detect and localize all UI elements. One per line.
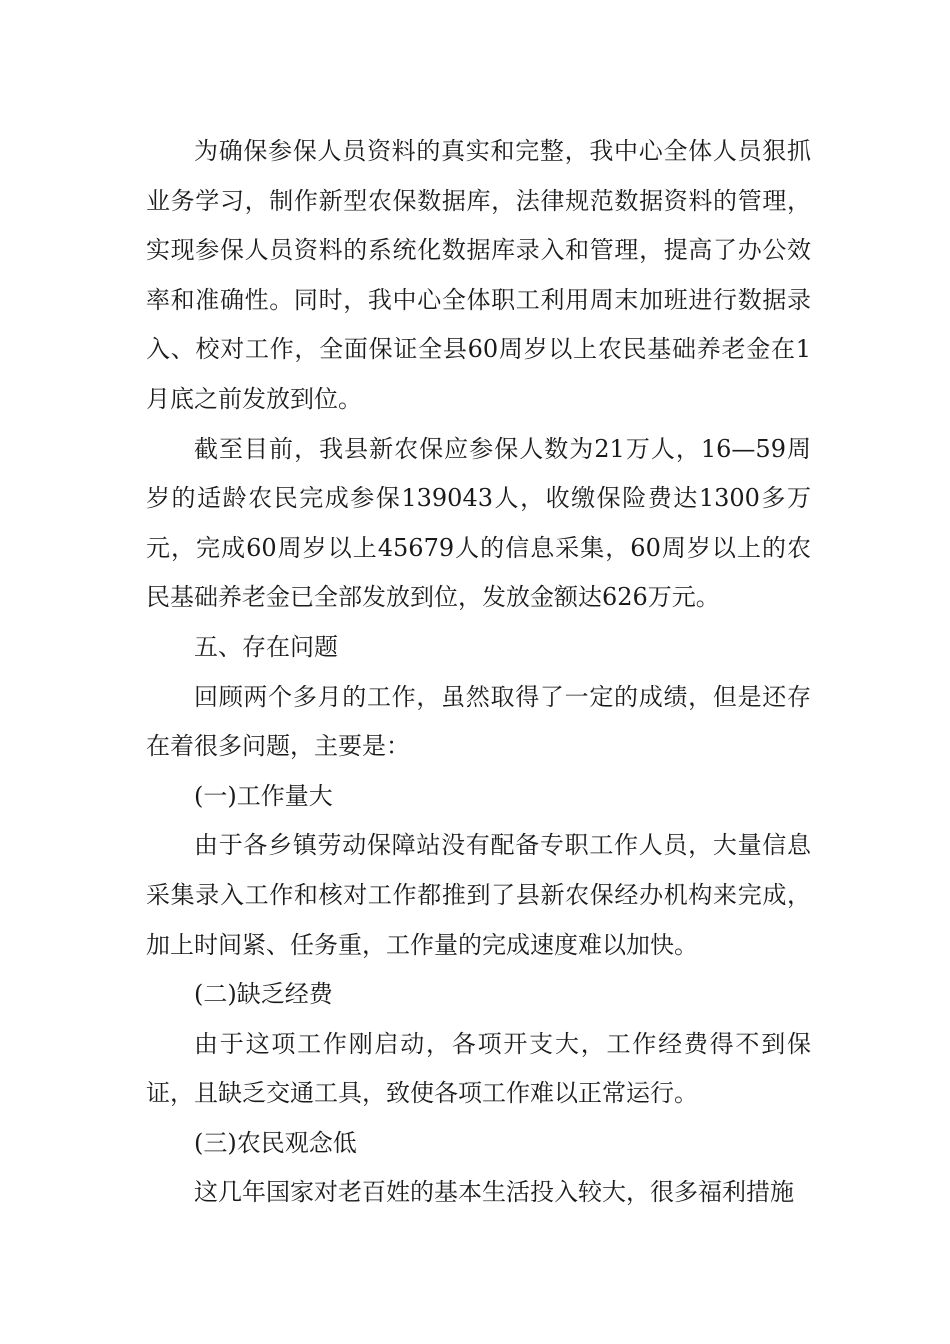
paragraph-problems-intro: 回顾两个多月的工作，虽然取得了一定的成绩，但是还存在着很多问题，主要是：: [146, 682, 811, 761]
subheading-heavy-workload: (一)工作量大: [194, 781, 333, 810]
subheading-lack-of-funds: (二)缺乏经费: [194, 980, 333, 1009]
paragraph-lack-of-funds: 由于这项工作刚启动，各项开支大，工作经费得不到保证，且缺乏交通工具，致使各项工作难以正常运行。: [146, 1029, 811, 1108]
subheading-low-awareness: (三)农民观念低: [194, 1128, 357, 1157]
paragraph-data-management: 为确保参保人员资料的真实和完整，我中心全体人员狠抓业务学习，制作新型农保数据库，法律规范数据资料的管理，实现参保人员资料的系统化数据库录入和管理，提高了办公效率和准确性。同时，我中心全体职工利用周末加班进行数据录入、校对工作，全面保证全县60周岁以上农民基础养老金在1月底之前发放到位。: [146, 137, 811, 413]
section-heading-problems: 五、存在问题: [194, 632, 338, 661]
paragraph-low-awareness: 这几年国家对老百姓的基本生活投入较大，很多福利措施: [194, 1178, 794, 1207]
document-body: [146, 127, 811, 1218]
paragraph-progress-statistics: 截至目前，我县新农保应参保人数为21万人，16—59周岁的适龄农民完成参保139043人，收缴保险费达1300多万元，完成60周岁以上45679人的信息采集，60周岁以上的农民基础养老金已全部发放到位，发放金额达626万元。: [146, 434, 811, 612]
paragraph-heavy-workload: 由于各乡镇劳动保障站没有配备专职工作人员，大量信息采集录入工作和核对工作都推到了县新农保经办机构来完成，加上时间紧、任务重，工作量的完成速度难以加快。: [146, 831, 811, 959]
